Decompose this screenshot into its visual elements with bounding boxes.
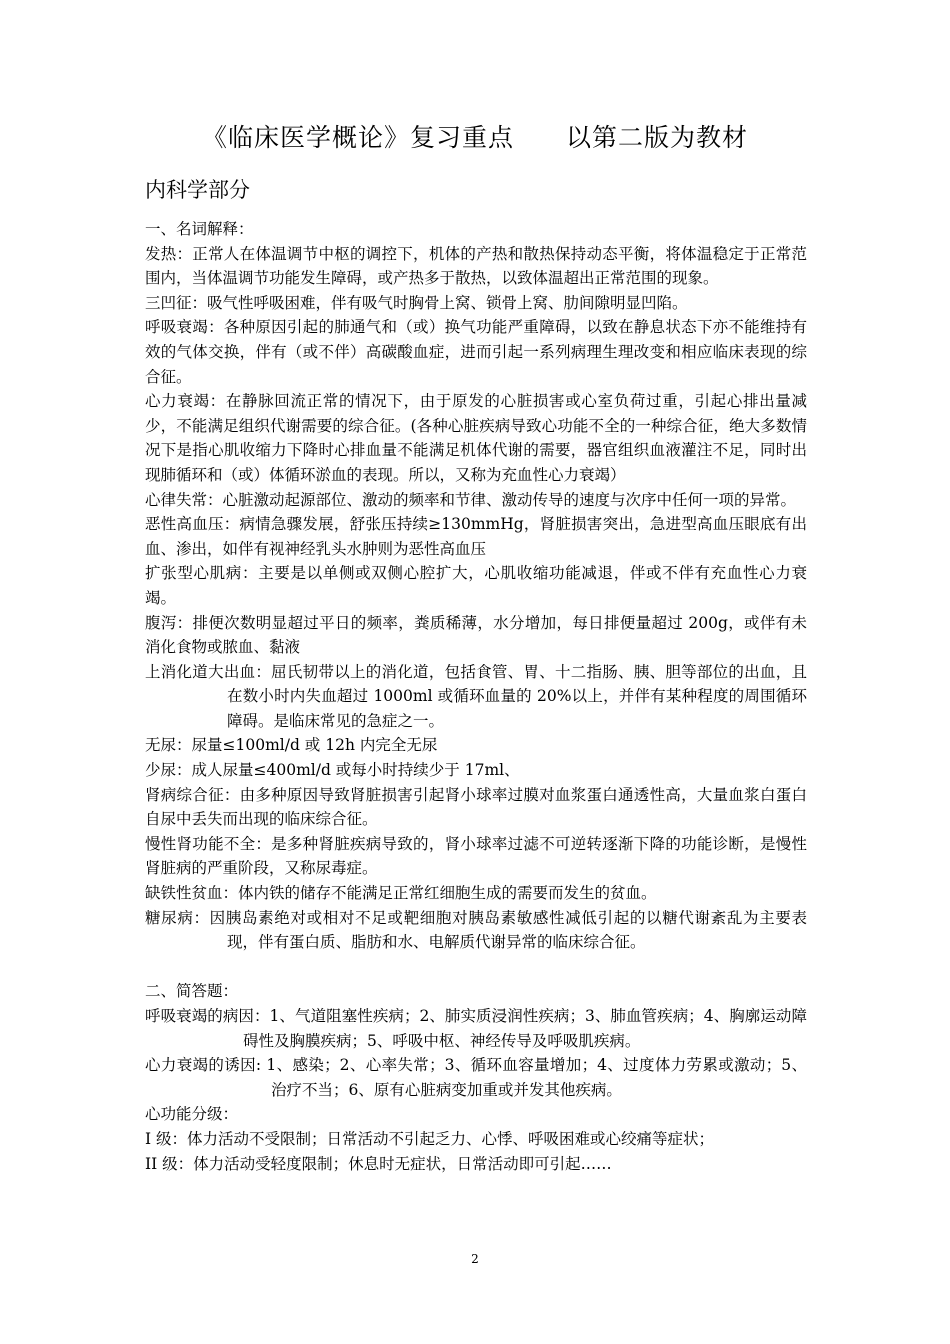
answer-respiratory-failure-causes: 呼吸衰竭的病因：1、气道阻塞性疾病；2、肺实质浸润性疾病；3、肺血管疾病；4、胸廓运动障碍性及胸膜疾病；5、呼吸中枢、神经传导及呼吸肌疾病。 [145, 1007, 807, 1050]
answer-cardiac-function-grading: 心功能分级： [145, 1105, 239, 1124]
term-fever: 发热：正常人在体温调节中枢的调控下，机体的产热和散热保持动态平衡，将体温稳定于正常范围内，当体温调节功能发生障碍，或产热多于散热，以致体温超出正常范围的现象。 [145, 244, 807, 288]
term-nephrotic-syndrome: 肾病综合征：由多种原因导致肾脏损害引起肾小球率过膜对血浆蛋白通透性高，大量血浆白蛋白自尿中丢失而出现的临床综合征。 [145, 785, 807, 829]
grade-ii: II 级：体力活动受轻度限制；休息时无症状，日常活动即可引起…… [145, 1154, 612, 1173]
term-respiratory-failure: 呼吸衰竭：各种原因引起的肺通气和（或）换气功能严重障碍，以致在静息状态下亦不能维持有效的气体交换，伴有（或不伴）高碳酸血症，进而引起一系列病理生理改变和相应临床表现的综合征。 [145, 318, 807, 386]
document-title [0, 118, 950, 154]
term-dilated-cardiomyopathy: 扩张型心肌病：主要是以单侧或双侧心腔扩大，心肌收缩功能减退，伴或不伴有充血性心力衰竭。 [145, 564, 807, 607]
section-heading: 内科学部分 [145, 178, 250, 202]
term-anuria: 无尿：尿量≤100ml/d 或 12h 内完全无尿 [145, 736, 438, 755]
term-oliguria: 少尿：成人尿量≤400ml/d 或每小时持续少于 17ml、 [145, 761, 520, 780]
part2-heading: 二、简答题： [145, 982, 239, 1001]
term-malignant-hypertension: 恶性高血压：病情急骤发展，舒张压持续≥130mmHg，肾脏损害突出，急进型高血压眼底有出血、渗出，如伴有视神经乳头水肿则为恶性高血压 [145, 515, 807, 558]
part1-heading: 一、名词解释： [145, 220, 254, 238]
term-diabetes: 糖尿病：因胰岛素绝对或相对不足或靶细胞对胰岛素敏感性减低引起的以糖代谢紊乱为主要表现，伴有蛋白质、脂肪和水、电解质代谢异常的临床综合征。 [145, 908, 807, 952]
term-three-depressions-sign: 三凹征：吸气性呼吸困难，伴有吸气时胸骨上窝、锁骨上窝、肋间隙明显凹陷。 [145, 293, 688, 312]
term-heart-failure: 心力衰竭：在静脉回流正常的情况下，由于原发的心脏损害或心室负荷过重，引起心排出量减少，不能满足组织代谢需要的综合征。(各种心脏疾病导致心功能不全的一种综合征，绝大多数情况下是指心肌收缩力下降时心排血量不能满足机体代谢的需要，器官组织血液灌注不足，同时出现肺循环和（或）体循环淤血的表现。所以，又称为充血性心力衰竭） [145, 392, 807, 484]
document-body [145, 217, 807, 1176]
answer-heart-failure-triggers: 心力衰竭的诱因: 1、感染；2、心率失常；3、循环血容量增加；4、过度体力劳累或激动；5、治疗不当；6、原有心脏病变加重或并发其他疾病。 [145, 1056, 807, 1099]
term-diarrhea: 腹泻：排便次数明显超过平日的频率，粪质稀薄，水分增加，每日排便量超过 200g，或伴有未消化食物或脓血、黏液 [145, 613, 807, 657]
page-number: 2 [471, 1252, 479, 1266]
title-main: 《临床医学概论》复习重点 [201, 123, 514, 152]
title-sub: 以第二版为教材 [566, 123, 749, 152]
grade-i: I 级：体力活动不受限制；日常活动不引起乏力、心悸、呼吸困难或心绞痛等症状； [145, 1129, 715, 1148]
term-iron-deficiency-anemia: 缺铁性贫血：体内铁的储存不能满足正常红细胞生成的需要而发生的贫血。 [145, 884, 657, 903]
term-chronic-renal-failure: 慢性肾功能不全：是多种肾脏疾病导致的，肾小球率过滤不可逆转逐渐下降的功能诊断，是慢性肾脏病的严重阶段，又称尿毒症。 [145, 834, 807, 878]
term-arrhythmia: 心律失常：心脏激动起源部位、激动的频率和节律、激动传导的速度与次序中任何一项的异常。 [145, 490, 797, 509]
term-upper-gi-bleeding: 上消化道大出血：屈氏韧带以上的消化道，包括食管、胃、十二指肠、胰、胆等部位的出血，且在数小时内失血超过 1000ml 或循环血量的 20%以上，并伴有某种程度的周围循环障碍。是临床常见的急症之一。 [145, 662, 807, 730]
